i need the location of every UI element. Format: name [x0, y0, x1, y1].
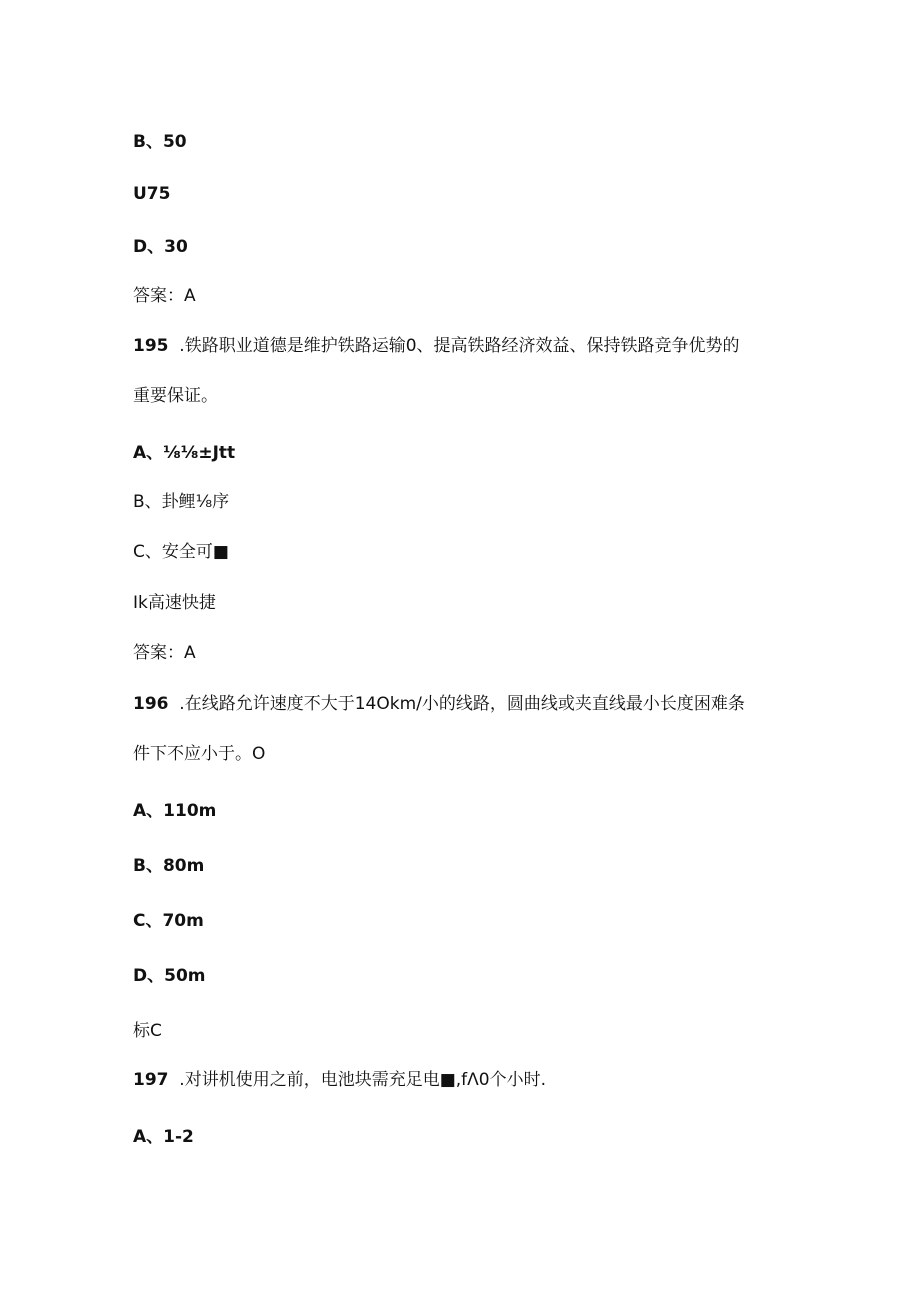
option-c-195: C、安全可■	[133, 542, 229, 562]
option-a-196: A、110m	[133, 801, 217, 821]
option-a-197: A、1-2	[133, 1127, 194, 1147]
answer-196: 标C	[133, 1021, 162, 1041]
option-b-195: B、卦鲤⅛序	[133, 492, 230, 512]
option-a-195: A、⅛⅛±Jtt	[133, 443, 236, 463]
answer-195: 答案：A	[133, 643, 196, 663]
option-c-75: U75	[133, 184, 171, 204]
question-197	[133, 1068, 546, 1092]
question-number: 196	[133, 694, 169, 714]
option-c-196: C、70m	[133, 911, 204, 931]
option-d-30: D、30	[133, 237, 188, 257]
question-text: 铁路职业道德是维护铁路运输0、提高铁路经济效益、保持铁路竞争优势的	[184, 336, 740, 356]
question-separator: .	[168, 336, 185, 356]
question-text: 在线路允许速度不大于14Okm/小的线路，圆曲线或夹直线最小长度困难条	[184, 694, 745, 714]
question-196	[133, 692, 745, 716]
question-195-continued: 重要保证。	[133, 386, 218, 406]
question-separator: .	[168, 1070, 185, 1090]
option-b-196: B、80m	[133, 856, 205, 876]
question-195	[133, 334, 740, 358]
option-d-196: D、50m	[133, 966, 206, 986]
question-196-continued: 件下不应小于。O	[133, 744, 266, 764]
option-b-50: B、50	[133, 132, 187, 152]
question-separator: .	[168, 694, 185, 714]
option-d-195: Ik高速快捷	[133, 593, 216, 613]
question-text: 对讲机使用之前，电池块需充足电■,fΛ0个小时.	[184, 1070, 547, 1090]
question-number: 195	[133, 336, 169, 356]
question-number: 197	[133, 1070, 169, 1090]
answer-194: 答案：A	[133, 286, 196, 306]
